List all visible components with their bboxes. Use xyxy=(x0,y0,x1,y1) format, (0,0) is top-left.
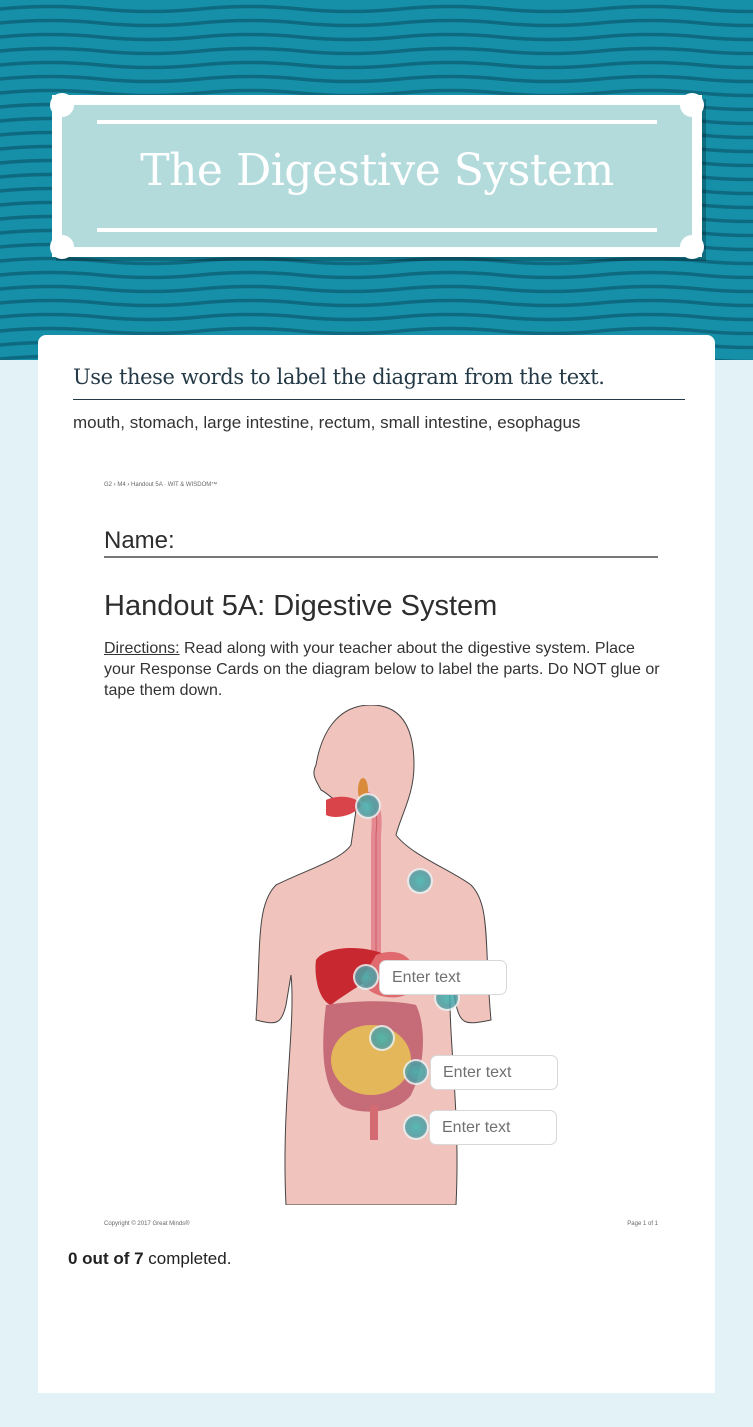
directions xyxy=(104,638,664,701)
directions-label: Directions: xyxy=(104,640,180,657)
hotspot-liver[interactable] xyxy=(353,964,379,990)
worksheet-image xyxy=(96,475,666,1235)
header-banner xyxy=(0,0,753,360)
page-title: The Digestive System xyxy=(140,145,614,196)
completion-count: 0 out of 7 xyxy=(68,1249,144,1268)
hotspot-rectum[interactable] xyxy=(403,1114,429,1140)
title-panel xyxy=(62,105,692,247)
hotspot-large-intestine[interactable] xyxy=(369,1025,395,1051)
corner-notch xyxy=(680,93,704,117)
hotspot-mouth[interactable] xyxy=(355,793,381,819)
label-input-2[interactable] xyxy=(430,1055,558,1090)
word-bank: mouth, stomach, large intestine, rectum, small intestine, esophagus xyxy=(73,413,581,432)
hotspot-esophagus[interactable] xyxy=(407,868,433,894)
title-rule-bottom xyxy=(97,228,657,232)
corner-notch xyxy=(680,235,704,259)
label-input-1[interactable] xyxy=(379,960,507,995)
copyright: Copyright © 2017 Great Minds® xyxy=(104,1221,190,1227)
title-rule-top xyxy=(97,120,657,124)
corner-notch xyxy=(50,93,74,117)
page-number: Page 1 of 1 xyxy=(627,1221,658,1227)
label-input-3[interactable] xyxy=(429,1110,557,1145)
handout-title: Handout 5A: Digestive System xyxy=(104,590,498,622)
directions-text: Read along with your teacher about the digestive system. Place your Response Cards on the diagram below to label the parts. Do NOT glue or tape them down. xyxy=(104,640,660,699)
worksheet-breadcrumb: G2 › M4 › Handout 5A · WIT & WISDOM™ xyxy=(104,482,218,488)
title-plate xyxy=(52,95,702,257)
name-line xyxy=(104,556,658,558)
worksheet-card xyxy=(38,335,715,1393)
completion-suffix: completed. xyxy=(143,1249,232,1268)
corner-notch xyxy=(50,235,74,259)
hotspot-small-intestine[interactable] xyxy=(403,1059,429,1085)
question-prompt: Use these words to label the diagram from the text. xyxy=(73,365,685,400)
name-label: Name: xyxy=(104,527,175,554)
completion-status xyxy=(68,1249,231,1269)
